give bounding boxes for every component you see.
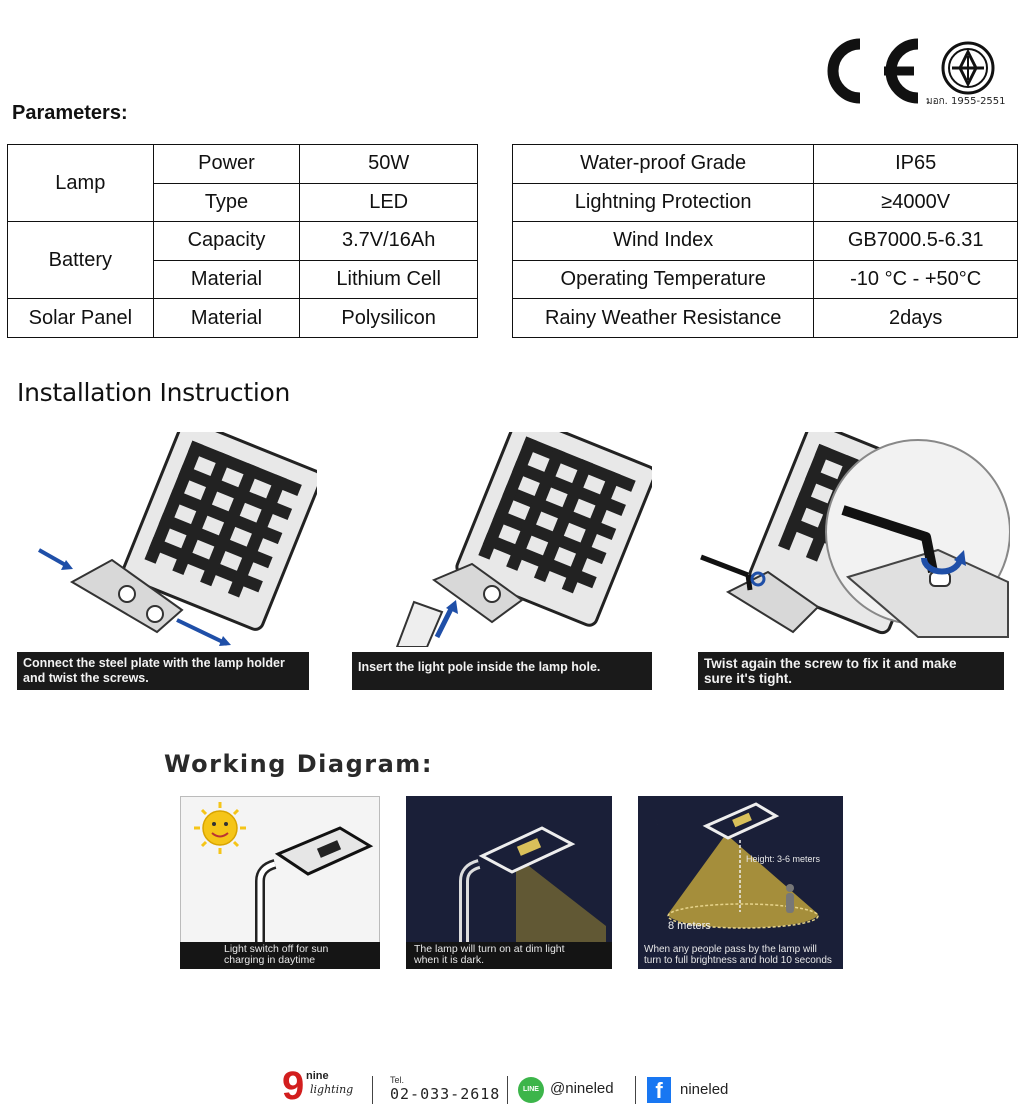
person-icon [786,884,794,913]
attr-cell: Capacity [153,222,300,261]
table-row [513,260,1018,299]
divider [372,1076,373,1104]
attr-cell: Power [153,145,300,184]
facebook-handle[interactable]: nineled [680,1081,729,1098]
working-panel-day [180,796,380,969]
line-icon[interactable]: LINE [518,1077,544,1103]
pole-insert-illustration [352,432,652,647]
value-cell: 3.7V/16Ah [300,222,478,261]
distance-label: 8 meters [668,920,711,932]
attr-cell: Material [153,260,300,299]
install-step-3 [698,432,1008,696]
screw-tighten-illustration [698,432,1010,647]
working-panel-motion [638,796,843,969]
attr-cell: Operating Temperature [513,260,814,299]
value-cell: LED [300,183,478,222]
table-row [513,183,1018,222]
attr-cell: Wind Index [513,222,814,261]
logo-top-text: nine [306,1070,329,1082]
value-cell: Polysilicon [300,299,478,338]
facebook-icon[interactable]: f [647,1077,671,1103]
logo-script-text: lighting [310,1083,354,1096]
line-handle[interactable]: @nineled [550,1080,614,1097]
step-caption: Connect the steel plate with the lamp holder and twist the screws. [17,652,309,690]
attr-cell: Water-proof Grade [513,145,814,184]
value-cell: GB7000.5-6.31 [814,222,1018,261]
footer-contact [280,1066,750,1109]
parameters-table-right [512,144,1018,338]
working-panel-dim [406,796,612,969]
table-row [513,222,1018,261]
group-solar-panel: Solar Panel [8,299,154,338]
table-row [8,299,478,338]
attr-cell: Lightning Protection [513,183,814,222]
value-cell: Lithium Cell [300,260,478,299]
tis-standard-text: มอก. 1955-2551 [926,96,1006,107]
step-caption: Twist again the screw to fix it and make sure it's tight. [698,652,1004,690]
panel-caption: Light switch off for sun charging in daytime [180,942,380,969]
value-cell: 2days [814,299,1018,338]
working-diagram-title: Working Diagram: [164,750,433,778]
parameters-title: Parameters: [12,102,128,124]
panel-caption: The lamp will turn on at dim light when it is dark. [406,942,612,969]
tel-number[interactable]: 02-033-2618 [390,1085,501,1103]
solar-lamp-mount-illustration [17,432,317,647]
group-battery: Battery [8,222,154,299]
tis-certification-icon [940,40,996,96]
install-step-1 [17,432,327,696]
value-cell: -10 °C - +50°C [814,260,1018,299]
value-cell: IP65 [814,145,1018,184]
group-lamp: Lamp [8,145,154,222]
attr-cell: Type [153,183,300,222]
value-cell: 50W [300,145,478,184]
table-row [513,145,1018,184]
ce-mark-icon [820,38,924,104]
table-row [513,299,1018,338]
installation-title: Installation Instruction [17,378,291,407]
table-row [8,222,478,261]
logo-number: 9 [282,1064,305,1108]
height-label: Height: 3-6 meters [746,854,821,864]
install-step-2 [352,432,662,696]
divider [507,1076,508,1104]
certification-marks [820,38,1016,110]
tel-label: Tel. [390,1075,405,1085]
attr-cell: Rainy Weather Resistance [513,299,814,338]
divider [635,1076,636,1104]
value-cell: ≥4000V [814,183,1018,222]
step-caption: Insert the light pole inside the lamp hole. [352,652,652,690]
table-row [8,145,478,184]
nine-lighting-logo [280,1064,362,1108]
panel-caption: When any people pass by the lamp will turn to full brightness and hold 10 seconds [638,942,843,969]
attr-cell: Material [153,299,300,338]
parameters-table-left [7,144,478,338]
